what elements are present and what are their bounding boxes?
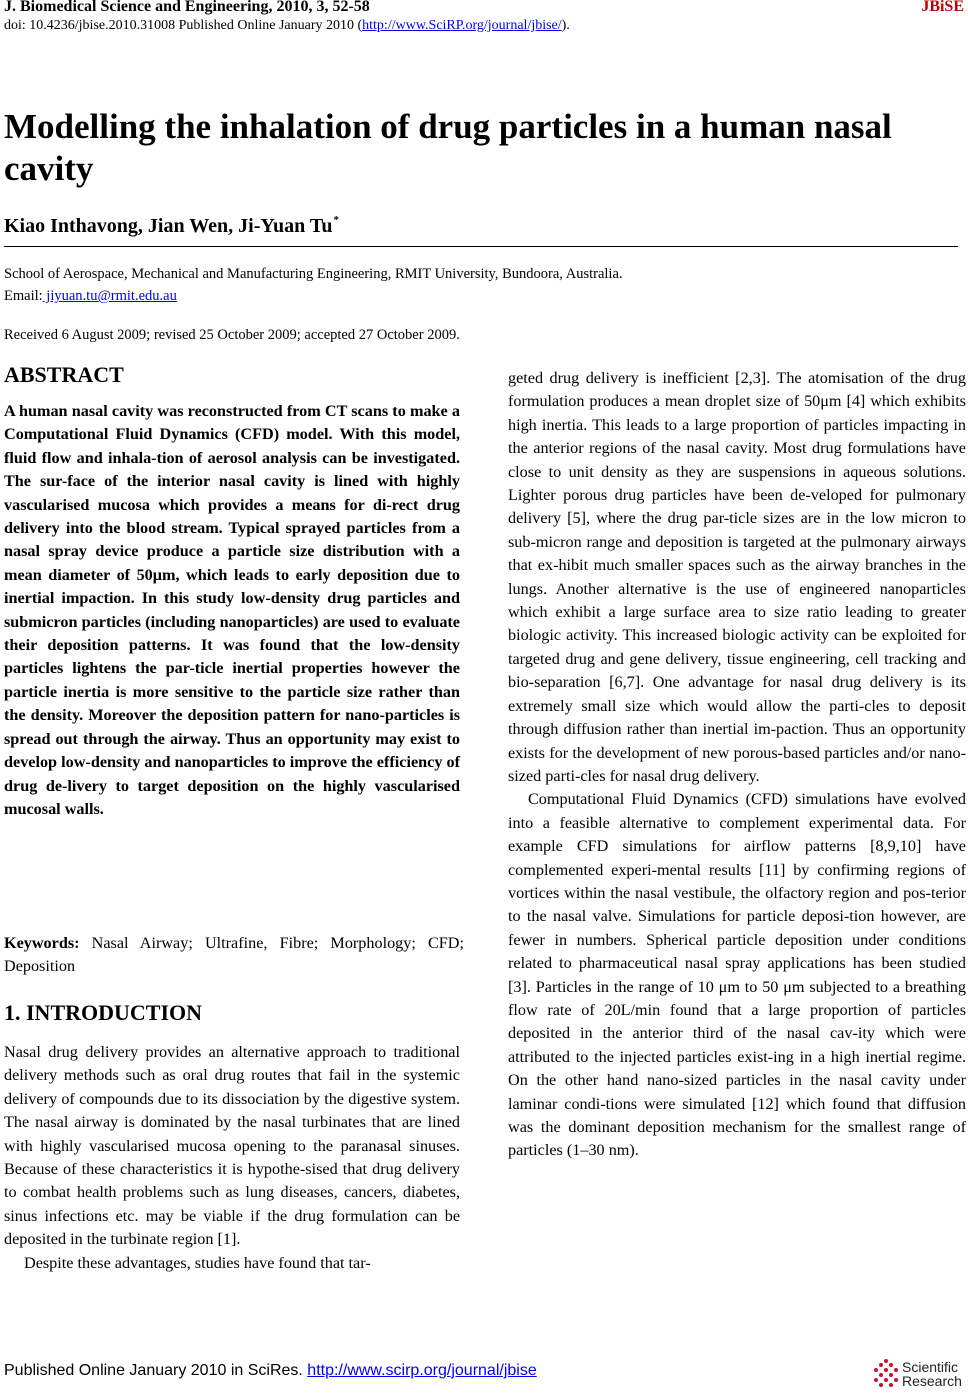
author-list	[4, 214, 339, 238]
right-column-paragraph-1: geted drug delivery is inefficient [2,3]. The atomisation of the drug formulation produces a mean droplet size of 50μm [4] which exhibits high inertia. This leads to a large proportion of particles impacting in the anterior regions of the nasal cavity. Most drug formulations have close to unit density as they are suspensions in aqueous solutions. Lighter porous drug particles have been de-veloped for pulmonary delivery [5], where the drug par-ticle sizes are in the low micron to sub-micron range and deposition is targeted at the pulmonary airways that ex-hibit much smaller spaces such as the airway branches in the lungs. Another alternative is the use of engineered nanoparticles which exhibit a large surface area to size ratio leading to greater biologic activity. This increased biologic activity can be exploited for targeted drug and gene delivery, tissue engineering, cell tracking and bio-separation [6,7]. One advantage for nasal drug delivery is its extremely small size which would allow the parti-cles to deposit through diffusion rather than inertial im-paction. Thus an opportunity exists for the development of new porous-based particles and/or nano-sized parti-cles for nasal drug delivery.	[508, 369, 966, 785]
journal-citation: J. Biomedical Science and Engineering, 2010, 3, 52-58	[4, 0, 370, 15]
corresponding-author-mark: *	[333, 214, 339, 226]
journal-link[interactable]: http://www.SciRP.org/journal/jbise/	[362, 18, 562, 33]
abstract-text: A human nasal cavity was reconstructed from CT scans to make a Computational Fluid Dynamics (CFD) model. With this model, fluid flow and inhala-tion of aerosol analysis can be investigated. The sur-face of the interior nasal cavity is lined with highly vascularised mucosa which provides a means for di-rect drug delivery into the blood stream. Typical sprayed particles from a nasal spray device produce a particle size distribution with a mean diameter of 50μm, which leads to early deposition due to inertial impaction. In this study low-density drug particles and submicron particles (including nanoparticles) are used to evaluate their deposition patterns. It was found that the low-density particles lightens the par-ticle inertial properties however the particle inertia is more sensitive to the particle size rather than the density. Moreover the deposition pattern for nano-particles is spread out through the airway. Thus an opportunity may exist to develop low-density and nanoparticles to improve the efficiency of drug de-livery to target deposition on the highly vascularised mucosal walls.	[4, 402, 460, 818]
keywords-line	[4, 932, 464, 979]
right-column-paragraph-2: Computational Fluid Dynamics (CFD) simulations have evolved into a feasible alternative to complement experimental data. For example CFD simulations for airflow patterns [8,9,10] have complemented experi-mental results [11] by confirming regions of vortices within the nasal vestibule, the olfactory region and pos-terior to the nasal valve. Simulations for particle deposi-tion however, are fewer in numbers. Spherical particle deposition under conditions related to pharmaceutical nasal spray applications has been studied [3]. Particles in the range of 10 μm to 50 μm subjected to a breathing flow rate of 20L/min found that a large proportion of particles deposited in the anterior third of the nasal cav-ity which were attributed to the injected particles exist-ing in a high inertial regime. On the other hand nano-sized particles in the nasal cavity under laminar condi-tions were simulated [12] which found that diffusion was the dominant deposition mechanism for the smallest range of particles (1–30 nm).	[508, 790, 966, 1160]
abstract-body	[4, 400, 460, 821]
doi-line	[4, 18, 570, 34]
received-dates: Received 6 August 2009; revised 25 October 2009; accepted 27 October 2009.	[4, 327, 460, 343]
publisher-logo	[872, 1356, 964, 1392]
logo-wordmark	[902, 1360, 962, 1388]
affiliation: School of Aerospace, Mechanical and Manufacturing Engineering, RMIT University, Bundoora, Australia.	[4, 266, 623, 282]
abstract-heading: ABSTRACT	[4, 362, 124, 387]
paper-title: Modelling the inhalation of drug particles in a human nasal cavity	[4, 107, 892, 188]
logo-line-2: Research	[902, 1373, 962, 1389]
doi-tail: ).	[561, 18, 570, 33]
email-line	[4, 288, 177, 305]
introduction-paragraph-1: Nasal drug delivery provides an alternative approach to traditional delivery methods such as oral drug routes that fail in the systemic delivery of compounds due to its dissociation by the digestive system. The nasal airway is dominated by the nasal turbinates that are lined with highly vascularised mucosa opening to the paranasal sinuses. Because of these characteristics it is hypothe-sised that drug delivery to combat health problems such as lung diseases, cancers, diabetes, sinus infections etc. may be viable if the drug formulation can be deposited in the turbinate region [1].	[4, 1043, 460, 1249]
keywords-label: Keywords:	[4, 934, 80, 952]
right-column-body	[508, 367, 966, 1163]
scientific-research-logo-icon	[872, 1358, 900, 1390]
footer	[4, 1362, 537, 1380]
email-label: Email:	[4, 288, 43, 304]
email-link[interactable]: jiyuan.tu@rmit.edu.au	[42, 288, 177, 304]
logo-line-1: Scientific	[902, 1359, 959, 1375]
footer-text: Published Online January 2010 in SciRes.	[4, 1362, 308, 1379]
introduction-heading: 1. INTRODUCTION	[4, 1000, 203, 1025]
footer-link[interactable]: http://www.scirp.org/journal/jbise	[307, 1362, 537, 1379]
doi-text: doi: 10.4236/jbise.2010.31008 Published Online January 2010 (	[4, 18, 363, 33]
keywords	[4, 932, 464, 979]
title-divider	[4, 246, 958, 247]
keywords-text: Nasal Airway; Ultrafine, Fibre; Morphology; CFD; Deposition	[4, 934, 464, 976]
introduction-body	[4, 1041, 460, 1275]
journal-brand: JBiSE	[921, 0, 964, 15]
authors-text: Kiao Inthavong, Jian Wen, Ji-Yuan Tu	[4, 215, 333, 237]
introduction-paragraph-2: Despite these advantages, studies have found that tar-	[24, 1253, 371, 1272]
